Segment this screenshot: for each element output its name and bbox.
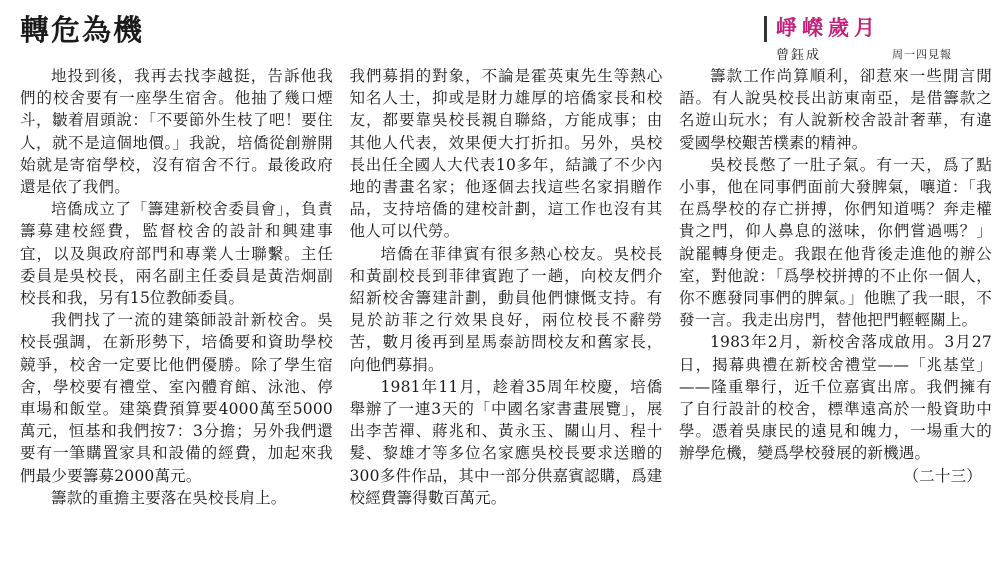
column-name: 崢嶸歲月 xyxy=(776,16,880,40)
text-column-1 xyxy=(20,65,333,570)
paragraph: 培僑成立了「籌建新校舍委員會」，負責籌募建校經費，監督校舍的設計和興建事宜，以及與政府部門和專業人士聯繫。主任委員是吳校長，兩名副主任委員是黃浩炯副校長和我，另有15位教師委員。 xyxy=(20,200,333,308)
author-byline: 曾鈺成 xyxy=(776,48,822,63)
paragraph: 籌款的重擔主要落在吳校長肩上。 xyxy=(51,488,287,507)
paragraph: 地投到後，我再去找李越挺，告訴他我們的校舍要有一座學生宿舍。他抽了幾口煙斗，皺着眉頭說：「不要節外生枝了吧！要住人，就不是這個地價。」我說，培僑從創辦開始就是寄宿學校，沒有宿舍不行。最後政府還是依了我們。 xyxy=(20,67,333,197)
article-body xyxy=(20,65,992,570)
text-column-2 xyxy=(350,65,663,570)
paragraph: 1981年11月，趁着35周年校慶，培僑舉辦了一連3天的「中國名家書畫展覽」，展出李苦禪、蔣兆和、黃永玉、關山月、程十髮、黎雄才等多位名家應吳校長要求送贈的300多件作品，其中一部分供嘉賓認購，爲建校經費籌得數百萬元。 xyxy=(349,377,663,507)
publication-schedule: 周一四見報 xyxy=(892,48,952,61)
column-header xyxy=(764,6,994,63)
installment-number: （二十三） xyxy=(903,466,982,485)
paragraph: 1983年2月，新校舍落成啟用。3月27日，揭幕典禮在新校舍禮堂——「兆基堂」——隆重舉行，近千位嘉賓出席。我們擁有了自行設計的校舍，標準遠高於一般資助中學。憑着吳康民的遠見和魄力，一場重大的辦學危機，變爲學校發展的新機遇。 xyxy=(679,333,992,463)
paragraph: 籌款工作尚算順利，卻惹來一些閒言閒語。有人說吳校長出訪東南亞，是借籌款之名遊山玩水；有人說新校舍設計奢華，有違愛國學校艱苦樸素的精神。 xyxy=(679,67,992,152)
article-title: 轉危為機 xyxy=(20,13,145,47)
paragraph: 培僑在菲律賓有很多熱心校友。吳校長和黃副校長到菲律賓跑了一趟，向校友們介紹新校舍籌建計劃，動員他們慷慨支持。有見於訪菲之行效果良好，兩位校長不辭勞苦，數月後再到星馬泰訪問校友和舊家長，向他們募捐。 xyxy=(349,244,663,374)
paragraph: 我們找了一流的建築師設計新校舍。吳校長强調，在新形勢下，培僑要和資助學校競爭，校舍一定要比他們優勝。除了學生宿舍，學校要有禮堂、室內體育館、泳池、停車場和飯堂。建築費預算要4000萬至5000萬元，恒基和我們按7：3分擔；另外我們還要有一筆購置家具和設備的經費，加起來我們最少要籌募2000萬元。 xyxy=(20,311,333,485)
text-column-3 xyxy=(679,65,992,570)
paragraph-continued: 我們募捐的對象，不論是霍英東先生等熱心知名人士，抑或是財力雄厚的培僑家長和校友，都要靠吳校長親自聯絡，方能成事；由其他人代表，效果便大打折扣。另外，吳校長出任全國人大代表10多年，結識了不少內地的書畫名家；他逐個去找這些名家捐贈作品，支持培僑的建校計劃，這工作也沒有其他人可以代勞。 xyxy=(349,67,663,241)
column-header-bar xyxy=(764,16,767,42)
paragraph: 吳校長憋了一肚子氣。有一天，爲了點小事，他在同事們面前大發脾氣，嚷道：「我在爲學校的存亡拼搏，你們知道嗎？奔走權貴之門，仰人鼻息的滋味，你們嘗過嗎？」說罷轉身便走。我跟在他背後走進他的辦公室，對他說：「爲學校拼搏的不止你一個人，你不應發同事們的脾氣。」他瞧了我一眼，不發一言。我走出房門，替他把門輕輕關上。 xyxy=(679,155,992,330)
